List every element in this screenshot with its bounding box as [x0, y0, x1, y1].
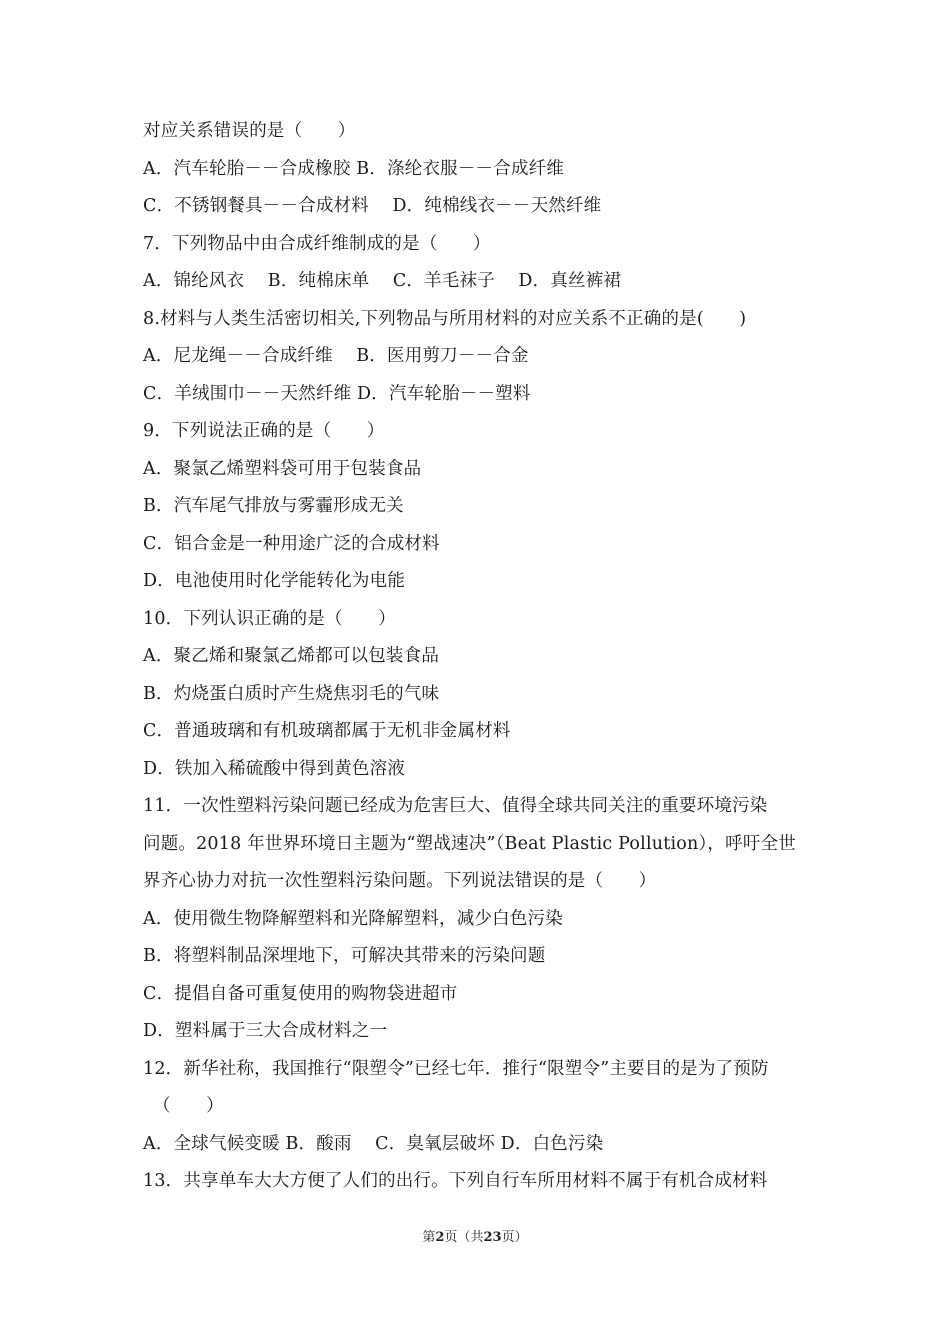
option-line: C．羊绒围巾－－天然纤维 D．汽车轮胎－－塑料 [143, 383, 531, 404]
text-line: （ ） [153, 1096, 224, 1116]
option-line: A．全球气候变暖 B．酸雨 C．臭氧层破坏 D．白色污染 [143, 1133, 604, 1154]
question-9: 9．下列说法正确的是（ ） [143, 421, 385, 441]
question-8: 8.材料与人类生活密切相关,下列物品与所用材料的对应关系不正确的是( ) [143, 308, 747, 329]
option-line: C．普通玻璃和有机玻璃都属于无机非金属材料 [143, 721, 511, 741]
option-line: A．聚乙烯和聚氯乙烯都可以包装食品 [143, 646, 440, 666]
text-line: 对应关系错误的是（ ） [143, 121, 356, 141]
question-10: 10．下列认识正确的是（ ） [143, 608, 396, 629]
option-line: D．电池使用时化学能转化为电能 [143, 571, 406, 591]
total-pages: 23 [483, 1230, 502, 1245]
option-line: C．提倡自备可重复使用的购物袋进超市 [143, 983, 458, 1004]
question-12: 12．新华社称，我国推行“限塑令”已经七年．推行“限塑令”主要目的是为了预防 [143, 1058, 769, 1079]
option-line: C．不锈钢餐具－－合成材料 D．纯棉线衣－－天然纤维 [143, 196, 602, 216]
footer-prefix: 第 [422, 1230, 436, 1245]
option-line: C．铝合金是一种用途广泛的合成材料 [143, 533, 440, 554]
option-line: B．灼烧蛋白质时产生烧焦羽毛的气味 [143, 683, 440, 704]
option-line: D．铁加入稀硫酸中得到黄色溶液 [143, 758, 406, 779]
page-number: 2 [435, 1230, 445, 1245]
option-line: D．塑料属于三大合成材料之一 [143, 1021, 388, 1041]
option-line: A．使用微生物降解塑料和光降解塑料，减少白色污染 [143, 908, 563, 929]
document-body [143, 113, 813, 1201]
text-line: 问题。2018 年世界环境日主题为“塑战速决”（Beat Plastic Pollution），呼吁全世 [143, 833, 796, 854]
question-7: 7．下列物品中由合成纤维制成的是（ ） [143, 233, 491, 254]
option-line: A．聚氯乙烯塑料袋可用于包装食品 [143, 458, 422, 479]
option-line: B．将塑料制品深埋地下，可解决其带来的污染问题 [143, 946, 546, 966]
footer-suffix: 页） [501, 1230, 528, 1245]
question-13: 13．共享单车大大方便了人们的出行。下列自行车所用材料不属于有机合成材料 [143, 1171, 768, 1191]
footer-middle: 页（共 [444, 1230, 484, 1245]
option-line: A．锦纶风衣 B．纯棉床单 C．羊毛袜子 D．真丝裤裙 [143, 271, 622, 291]
option-line: A．尼龙绳－－合成纤维 B．医用剪刀－－合金 [143, 346, 529, 366]
text-line: 界齐心协力对抗一次性塑料污染问题。下列说法错误的是（ ） [143, 871, 657, 891]
option-line: A．汽车轮胎－－合成橡胶 B．涤纶衣服－－合成纤维 [143, 158, 565, 179]
question-11: 11．一次性塑料污染问题已经成为危害巨大、值得全球共同关注的重要环境污染 [143, 796, 768, 816]
page-footer [0, 1226, 950, 1245]
option-line: B．汽车尾气排放与雾霾形成无关 [143, 496, 404, 516]
